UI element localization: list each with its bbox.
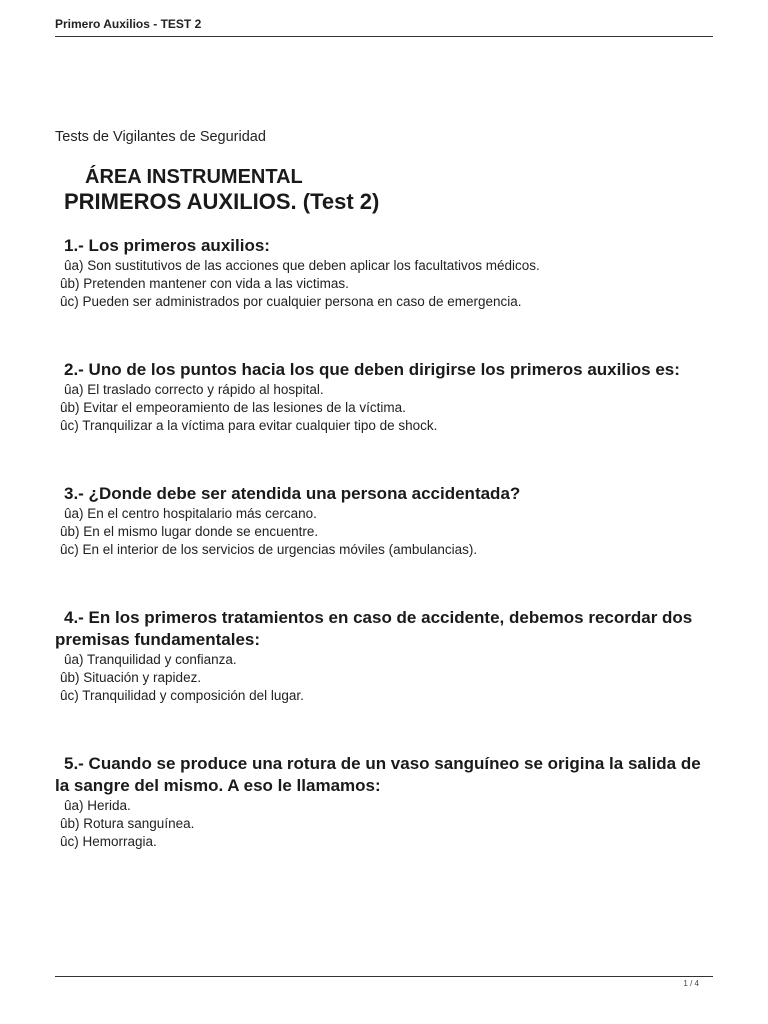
- question-1-answer-b: ûb) Pretenden mantener con vida a las victimas.: [60, 276, 349, 291]
- question-3-answer-a: ûa) En el centro hospitalario más cercano.: [64, 506, 317, 521]
- question-2-answer-a: ûa) El traslado correcto y rápido al hospital.: [64, 382, 324, 397]
- page-footer: [55, 976, 713, 988]
- question-5-text: 5.- Cuando se produce una rotura de un vaso sanguíneo se origina la salida de la sangre del mismo. A eso le llamamos:: [55, 754, 701, 795]
- question-4: [55, 607, 715, 705]
- question-1-text: 1.- Los primeros auxilios:: [64, 236, 270, 255]
- question-5-answer-a: ûa) Herida.: [64, 798, 131, 813]
- question-3-text: 3.- ¿Donde debe ser atendida una persona accidentada?: [64, 484, 521, 503]
- question-2-answer-c: ûc) Tranquilizar a la víctima para evitar cualquier tipo de shock.: [60, 418, 438, 433]
- page-number: 1 / 4: [683, 979, 699, 988]
- question-4-answer-c: ûc) Tranquilidad y composición del lugar.: [60, 688, 304, 703]
- question-5: [55, 753, 715, 851]
- page-header: [55, 15, 713, 37]
- question-2-text: 2.- Uno de los puntos hacia los que deben dirigirse los primeros auxilios es:: [64, 360, 680, 379]
- question-4-answer-b: ûb) Situación y rapidez.: [60, 670, 202, 685]
- main-title: PRIMEROS AUXILIOS. (Test 2): [64, 189, 380, 214]
- question-3-answer-c: ûc) En el interior de los servicios de urgencias móviles (ambulancias).: [60, 542, 478, 557]
- question-2-answer-b: ûb) Evitar el empeoramiento de las lesiones de la víctima.: [60, 400, 406, 415]
- area-title: ÁREA INSTRUMENTAL: [85, 166, 303, 188]
- question-1-answer-c: ûc) Pueden ser administrados por cualquier persona en caso de emergencia.: [60, 294, 522, 309]
- question-3-answer-b: ûb) En el mismo lugar donde se encuentre.: [60, 524, 319, 539]
- question-2: [55, 359, 715, 435]
- document-body: [55, 128, 715, 851]
- page-header-title: Primero Auxilios - TEST 2: [55, 17, 202, 31]
- question-1: [55, 235, 715, 311]
- question-5-answer-b: ûb) Rotura sanguínea.: [60, 816, 195, 831]
- question-4-text: 4.- En los primeros tratamientos en caso de accidente, debemos recordar dos premisas fundamentales:: [55, 608, 693, 649]
- question-1-answer-a: ûa) Son sustitutivos de las acciones que deben aplicar los facultativos médicos.: [64, 258, 540, 273]
- question-5-answer-c: ûc) Hemorragia.: [60, 834, 157, 849]
- question-3: [55, 483, 715, 559]
- document-subtitle: Tests de Vigilantes de Seguridad: [55, 129, 266, 145]
- question-4-answer-a: ûa) Tranquilidad y confianza.: [64, 652, 237, 667]
